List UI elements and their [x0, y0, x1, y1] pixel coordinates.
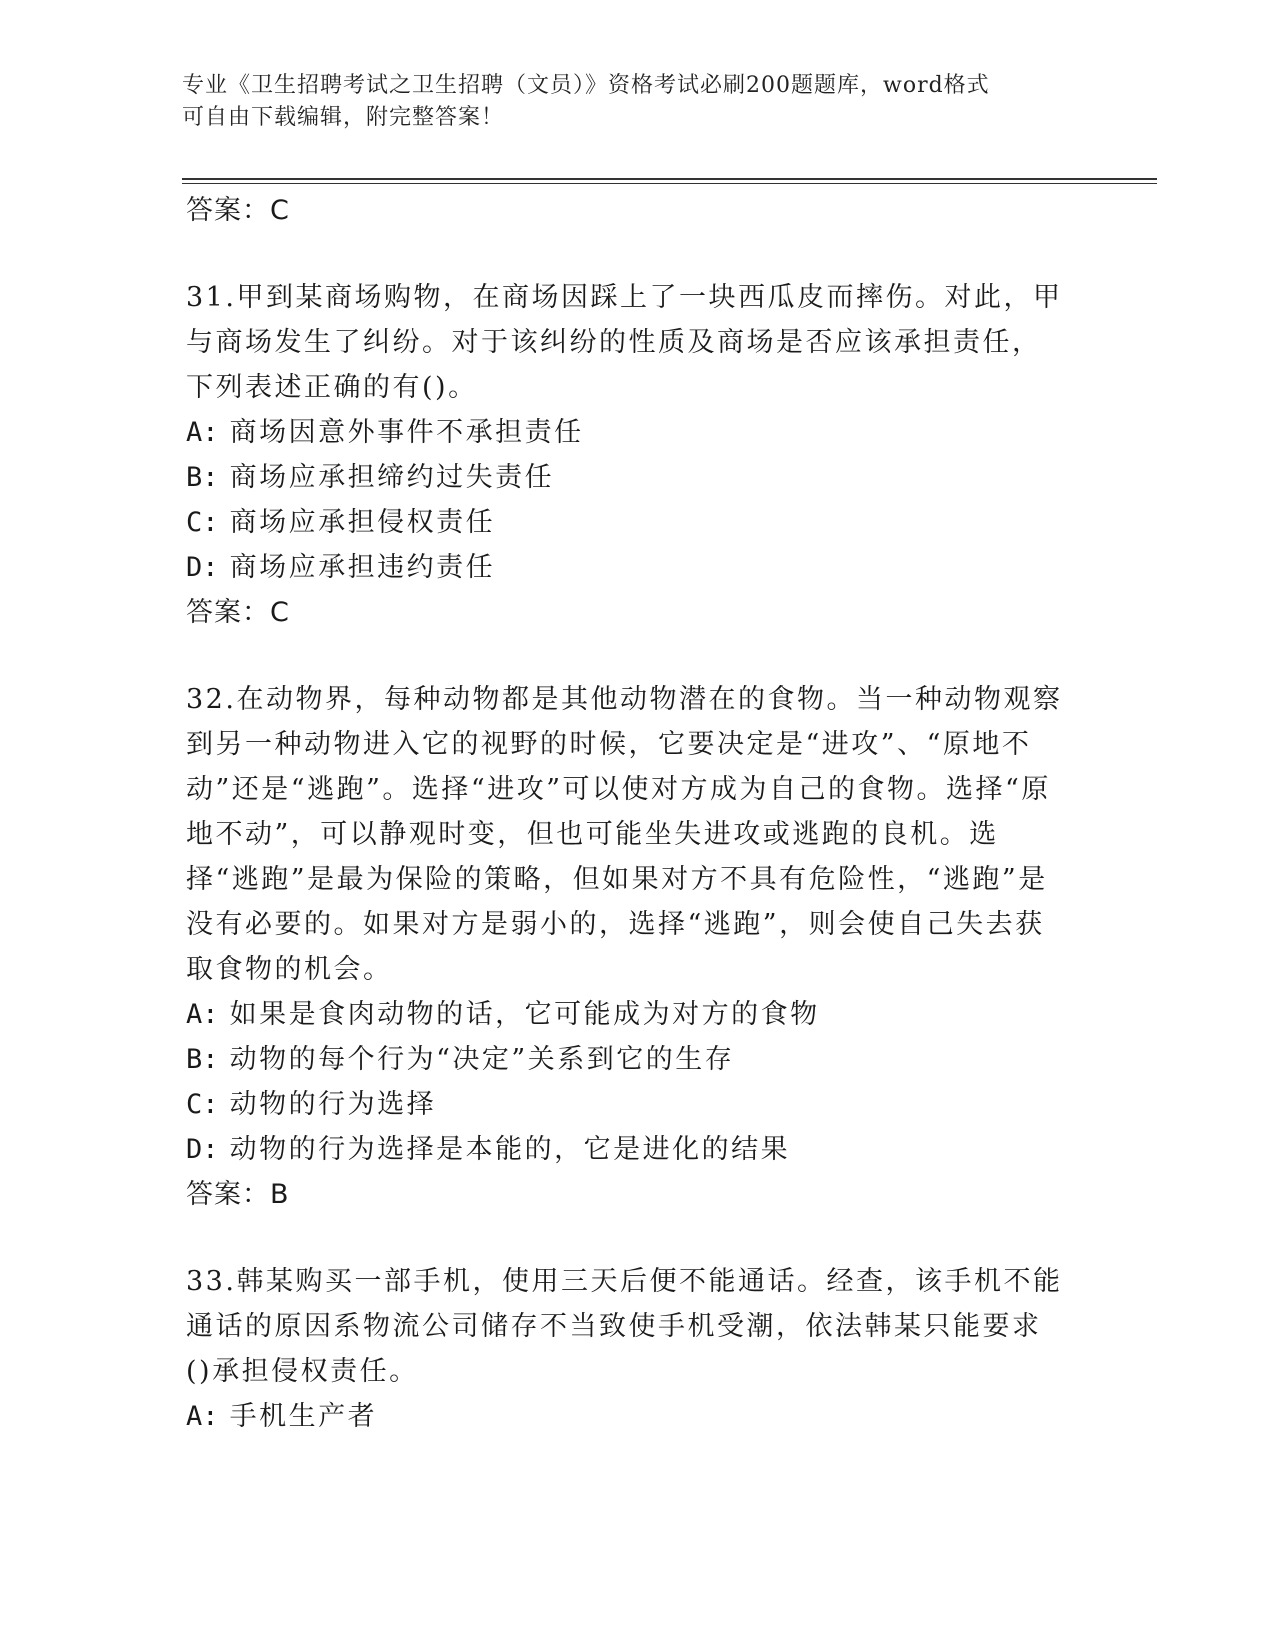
option-letter: B: [186, 462, 219, 493]
answer-line: 答案：B [186, 1179, 290, 1210]
option-text: 手机生产者 [229, 1401, 378, 1432]
spacer [186, 1217, 1066, 1259]
spacer [186, 233, 1066, 275]
option-c [186, 500, 1066, 545]
document-body [186, 188, 1066, 1439]
header-line-2: 可自由下载编辑，附完整答案！ [182, 105, 505, 130]
header-rule-thin [182, 183, 1157, 184]
option-text: 动物的行为选择是本能的，它是进化的结果 [229, 1134, 791, 1165]
answer-line: 答案：C [186, 597, 290, 628]
question-text: 32.在动物界，每种动物都是其他动物潜在的食物。当一种动物观察到另一种动物进入它的视野的时候，它要决定是“进攻”、“原地不动”还是“逃跑”。选择“进攻”可以使对方成为自己的食物。选择“原地不动”，可以静观时变，但也可能坐失进攻或逃跑的良机。选择“逃跑”是最为保险的策略，但如果对方不具有危险性，“逃跑”是没有必要的。如果对方是弱小的，选择“逃跑”，则会使自己失去获取食物的机会。 [186, 684, 1063, 985]
option-text: 商场应承担侵权责任 [229, 507, 496, 538]
option-letter: B: [186, 1044, 219, 1075]
document-header [182, 70, 1062, 134]
option-letter: C: [186, 1089, 219, 1120]
option-text: 如果是食肉动物的话，它可能成为对方的食物 [229, 999, 820, 1030]
option-letter: D: [186, 552, 219, 583]
option-letter: A: [186, 999, 219, 1030]
option-letter: D: [186, 1134, 219, 1165]
header-line-1: 专业《卫生招聘考试之卫生招聘（文员）》资格考试必刷200题题库，word格式 [182, 73, 990, 98]
option-text: 动物的行为选择 [229, 1089, 437, 1120]
option-text: 商场因意外事件不承担责任 [229, 417, 584, 448]
question-text: 31.甲到某商场购物，在商场因踩上了一块西瓜皮而摔伤。对此，甲与商场发生了纠纷。对于该纠纷的性质及商场是否应该承担责任，下列表述正确的有()。 [186, 282, 1063, 403]
option-d [186, 1127, 1066, 1172]
question-block [186, 1259, 1066, 1439]
question-text: 33.韩某购买一部手机，使用三天后便不能通话。经查，该手机不能通话的原因系物流公司储存不当致使手机受潮，依法韩某只能要求()承担侵权责任。 [186, 1266, 1063, 1387]
option-letter: C: [186, 507, 219, 538]
option-b [186, 455, 1066, 500]
option-d [186, 545, 1066, 590]
spacer [186, 635, 1066, 677]
option-text: 动物的每个行为“决定”关系到它的生存 [229, 1044, 735, 1075]
option-c [186, 1082, 1066, 1127]
option-letter: A: [186, 1401, 219, 1432]
answer-line: 答案：C [186, 195, 290, 226]
option-text: 商场应承担缔约过失责任 [229, 462, 555, 493]
option-a [186, 410, 1066, 455]
option-text: 商场应承担违约责任 [229, 552, 496, 583]
question-block [186, 677, 1066, 1217]
option-b [186, 1037, 1066, 1082]
option-a [186, 1394, 1066, 1439]
option-a [186, 992, 1066, 1037]
question-block [186, 275, 1066, 635]
header-rule-thick [182, 178, 1157, 180]
option-letter: A: [186, 417, 219, 448]
